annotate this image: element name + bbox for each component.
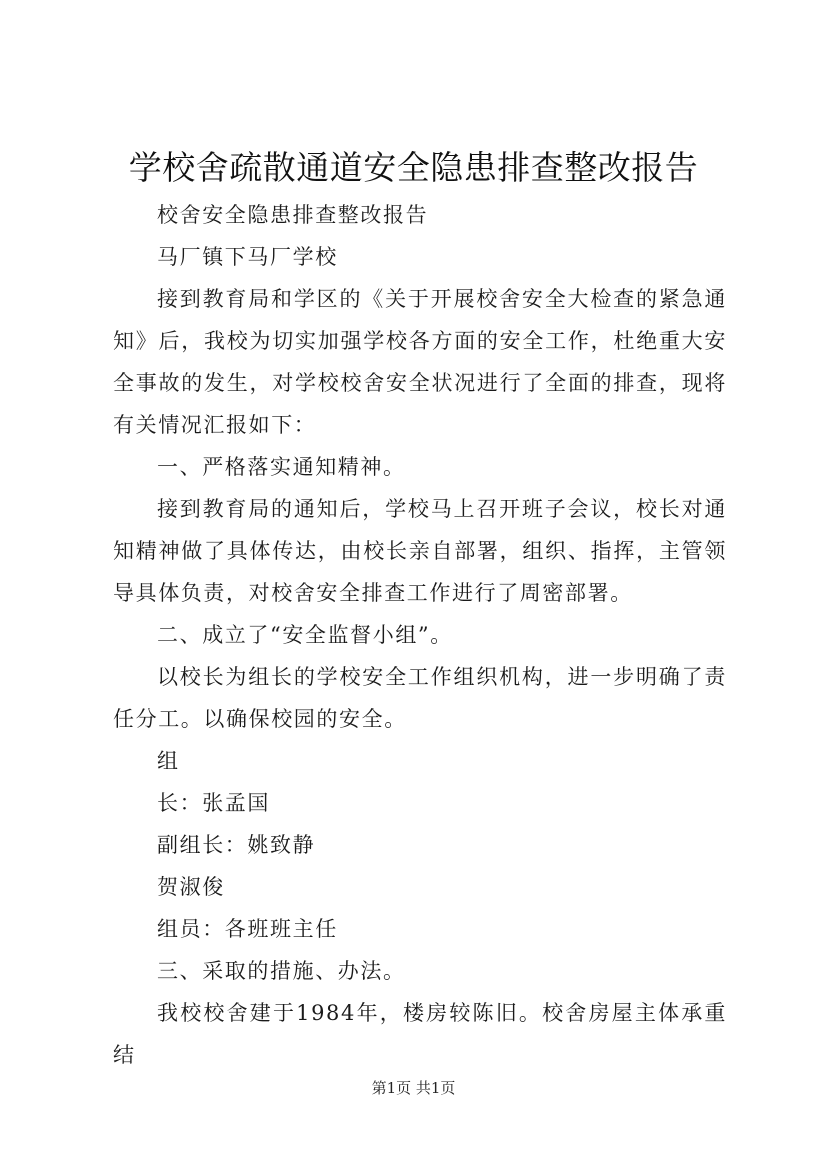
paragraph-group-label: 组 [157,749,180,773]
paragraph-group-leader: 长：张孟国 [157,791,270,815]
paragraph-deputy-leader: 副组长：姚致静 [157,833,316,857]
paragraph-section-1: 接到教育局的通知后，学校马上召开班子会议，校长对通知精神做了具体传达，由校长亲自部署，组织、指挥，主管领导具体负责，对校舍安全排查工作进行了周密部署。 [113,497,727,605]
paragraph-heading-2: 二、成立了“安全监督小组”。 [157,623,453,647]
paragraph-subtitle: 校舍安全隐患排查整改报告 [157,203,429,227]
paragraph-section-3: 我校校舍建于1984年，楼房较陈旧。校舍房屋主体承重结 [113,1001,727,1067]
paragraph-members: 组员：各班班主任 [157,917,338,941]
paragraph-heading-1: 一、严格落实通知精神。 [157,455,406,479]
paragraph-school-name: 马厂镇下马厂学校 [157,245,338,269]
document-body [113,194,727,1076]
paragraph-deputy-leader-2: 贺淑俊 [157,875,225,899]
document-title: 学校舍疏散通道安全隐患排查整改报告 [128,148,699,187]
page-footer: 第1页 共1页 [371,1079,456,1097]
paragraph-heading-3: 三、采取的措施、办法。 [157,959,406,983]
paragraph-section-2: 以校长为组长的学校安全工作组织机构，进一步明确了责任分工。以确保校园的安全。 [113,665,727,731]
paragraph-intro: 接到教育局和学区的《关于开展校舍安全大检查的紧急通知》后，我校为切实加强学校各方面的安全工作，杜绝重大安全事故的发生，对学校校舍安全状况进行了全面的排查，现将有关情况汇报如下： [113,287,727,437]
